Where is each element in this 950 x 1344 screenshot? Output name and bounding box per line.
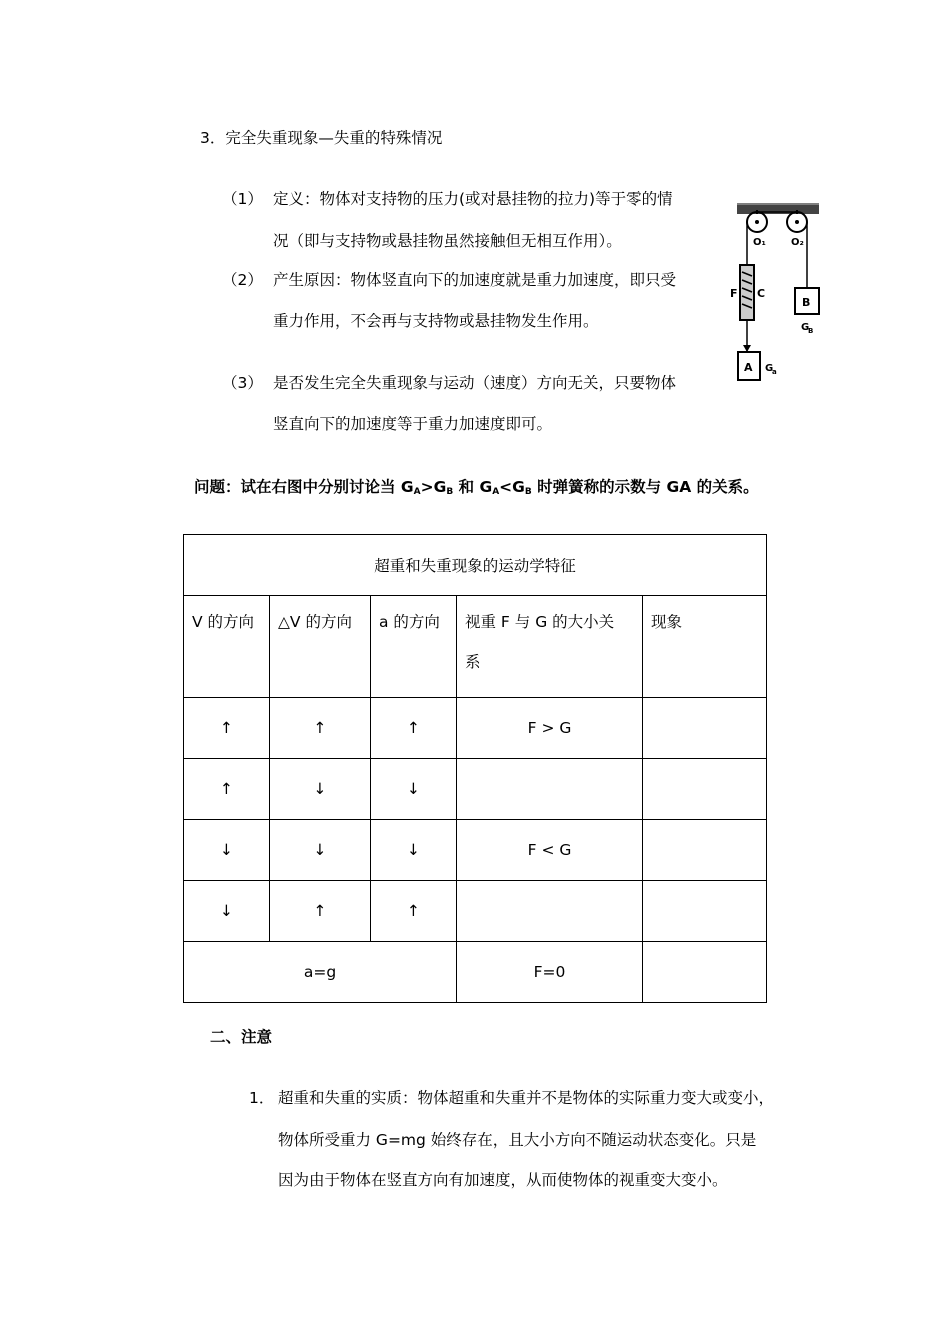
item-2-line1: 产生原因：物体竖直向下的加速度就是重力加速度，即只受: [273, 271, 677, 289]
label-gb: G: [801, 322, 810, 333]
header-v-direction: V 的方向: [184, 596, 270, 698]
arrow-down-icon: [743, 345, 751, 352]
cell-v: ↓: [184, 881, 270, 942]
pulley-diagram: [730, 200, 823, 390]
note-1-line2: 物体所受重力 G=mg 始终存在，且大小方向不随运动状态变化。只是: [278, 1131, 757, 1149]
label-o2: O₂: [791, 237, 804, 248]
cell-v: ↑: [184, 698, 270, 759]
cell-phenomenon: [643, 942, 767, 1003]
kinematics-table: [183, 534, 767, 1003]
header-phenomenon: 现象: [643, 596, 767, 698]
table-title: 超重和失重现象的运动学特征: [184, 535, 767, 596]
cell-f-zero: F=0: [457, 942, 643, 1003]
table-row: [184, 698, 767, 759]
cell-phenomenon: [643, 881, 767, 942]
cell-a: ↓: [371, 820, 457, 881]
item-3-number: （3）: [222, 374, 263, 392]
cell-phenomenon: [643, 698, 767, 759]
header-apparent-weight: 视重 F 与 G 的大小关 系: [457, 596, 643, 698]
cell-delta-v: ↑: [270, 881, 371, 942]
cell-relation: F < G: [457, 820, 643, 881]
label-b: B: [802, 296, 811, 309]
cell-phenomenon: [643, 820, 767, 881]
item-2-number: （2）: [222, 271, 263, 289]
label-gb-sub: B: [808, 327, 814, 335]
label-f: F: [730, 287, 738, 300]
cell-delta-v: ↓: [270, 820, 371, 881]
table-row: [184, 759, 767, 820]
label-c: C: [757, 287, 766, 300]
label-ga: G: [765, 363, 774, 374]
cell-delta-v: ↑: [270, 698, 371, 759]
question-text: 问题：试在右图中分别讨论当 $G_A>G_B$ 和 $G_A<G_B$ 时弹簧称的示数与 GA 的关系。: [194, 478, 759, 497]
table-row: [184, 820, 767, 881]
cell-v: ↑: [184, 759, 270, 820]
section-2-heading: 二、注意: [210, 1028, 273, 1046]
cell-a: ↓: [371, 759, 457, 820]
item-1-line1: 定义：物体对支持物的压力(或对悬挂物的拉力)等于零的情: [273, 190, 673, 208]
label-a: A: [744, 361, 753, 374]
table-row: [184, 881, 767, 942]
note-1-line3: 因为由于物体在竖直方向有加速度，从而使物体的视重变大变小。: [278, 1171, 728, 1189]
item-3-line1: 是否发生完全失重现象与运动（速度）方向无关，只要物体: [273, 374, 677, 392]
header-delta-v-direction: △V 的方向: [270, 596, 371, 698]
table-row-free-fall: [184, 942, 767, 1003]
note-1-number: 1．: [249, 1089, 275, 1107]
table-header-row: [184, 596, 767, 698]
cell-delta-v: ↓: [270, 759, 371, 820]
section-3-heading: 3．完全失重现象—失重的特殊情况: [200, 129, 443, 147]
note-1-line1: 超重和失重的实质：物体超重和失重并不是物体的实际重力变大或变小，: [278, 1089, 775, 1107]
cell-phenomenon: [643, 759, 767, 820]
cell-a: ↑: [371, 881, 457, 942]
item-1-line2: 况（即与支持物或悬挂物虽然接触但无相互作用）。: [273, 232, 622, 250]
cell-relation: F > G: [457, 698, 643, 759]
cell-relation: [457, 759, 643, 820]
cell-v: ↓: [184, 820, 270, 881]
cell-a: ↑: [371, 698, 457, 759]
cell-relation: [457, 881, 643, 942]
cell-a-equals-g: a=g: [184, 942, 457, 1003]
item-1-number: （1）: [222, 190, 263, 208]
label-o1: O₁: [753, 237, 766, 248]
item-3-line2: 竖直向下的加速度等于重力加速度即可。: [273, 415, 553, 433]
item-2-line2: 重力作用，不会再与支持物或悬挂物发生作用。: [273, 312, 599, 330]
header-a-direction: a 的方向: [371, 596, 457, 698]
label-ga-sub: a: [772, 368, 777, 376]
